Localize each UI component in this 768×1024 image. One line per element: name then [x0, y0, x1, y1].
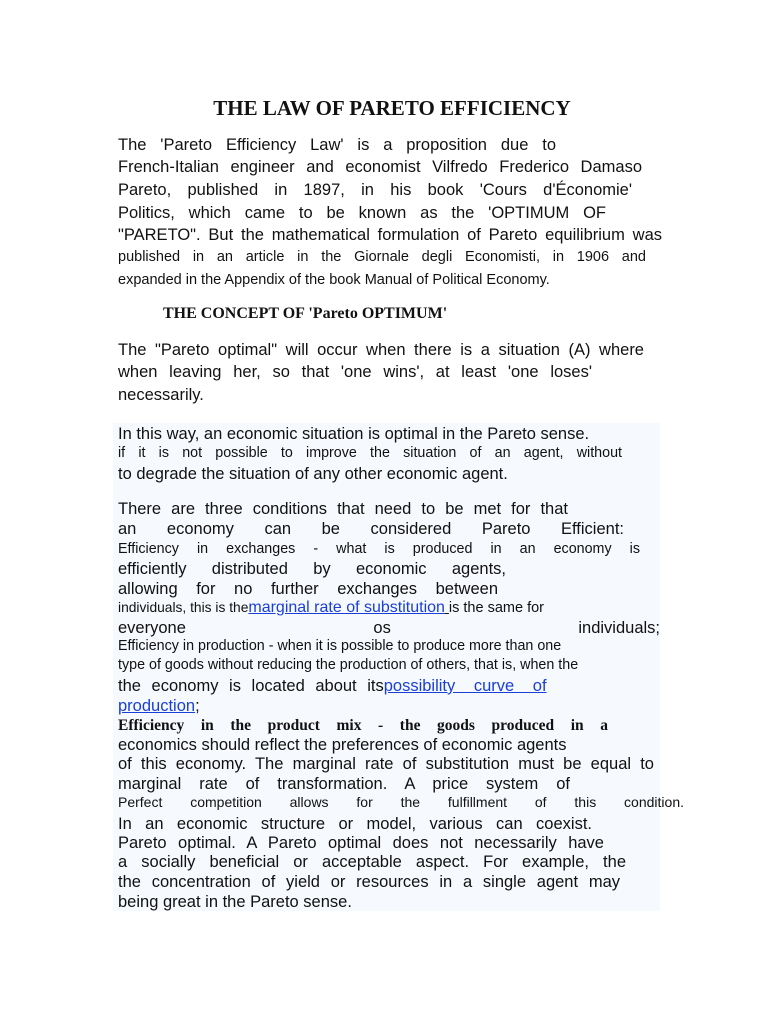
- cond-line-18: Pareto optimal. A Pareto optimal does not necessarily have: [118, 834, 604, 852]
- cond-line-11-end: ;: [195, 697, 200, 715]
- intro-line-6: published in an article in the Giornale degli Economisti, in 1906 and: [118, 249, 646, 265]
- cond-line-14: of this economy. The marginal rate of substitution must be equal to: [118, 755, 654, 773]
- cond-line-16: Perfect competition allows for the fulfillment of this condition.: [118, 794, 684, 810]
- cond-line-7: everyone os individuals;: [118, 619, 660, 637]
- cond-line-3: Efficiency in exchanges - what is produced in an economy is: [118, 541, 640, 557]
- cond-line-17: In an economic structure or model, various can coexist.: [118, 815, 592, 833]
- cond-line-1: There are three conditions that need to be met for that: [118, 500, 568, 518]
- optimal-line-2: when leaving her, so that 'one wins', at least 'one loses': [118, 363, 592, 381]
- cond-line-9: type of goods without reducing the production of others, that is, when the: [118, 657, 579, 673]
- cond-line-2: an economy can be considered Pareto Efficient:: [118, 520, 624, 538]
- cond-line-13: economics should reflect the preferences of economic agents: [118, 736, 567, 754]
- optimal-line-1: The "Pareto optimal" will occur when there is a situation (A) where: [118, 341, 644, 359]
- cond-line-21: being great in the Pareto sense.: [118, 893, 352, 911]
- cond-line-8: Efficiency in production - when it is possible to produce more than one: [118, 638, 562, 654]
- cond-line-6-end: is the same for: [448, 600, 544, 616]
- cond-line-20: the concentration of yield or resources in a single agent may: [118, 873, 620, 891]
- optimal-line-3: necessarily.: [118, 386, 204, 404]
- cond-line-10-start: the economy is located about its: [118, 677, 384, 695]
- cond-line-11: [118, 697, 660, 716]
- concept-heading: THE CONCEPT OF 'Pareto OPTIMUM': [163, 305, 448, 322]
- cond-line-4: efficiently distributed by economic agents,: [118, 560, 506, 578]
- intro-line-7: expanded in the Appendix of the book Manual of Political Economy.: [118, 272, 550, 288]
- cond-line-6: [118, 599, 658, 617]
- cond-line-6-start: individuals, this is the: [118, 600, 249, 615]
- way-line-2: if it is not possible to improve the situation of an agent, without: [118, 445, 622, 461]
- way-line-1: In this way, an economic situation is optimal in the Pareto sense.: [118, 425, 590, 443]
- intro-line-3: Pareto, published in 1897, in his book 'Cours d'Économie': [118, 181, 632, 199]
- cond-line-15: marginal rate of transformation. A price system of: [118, 775, 570, 793]
- intro-line-2: French-Italian engineer and economist Vilfredo Frederico Damaso: [118, 158, 642, 176]
- cond-line-10: [118, 677, 666, 696]
- way-line-3: to degrade the situation of any other economic agent.: [118, 465, 508, 483]
- production-link[interactable]: production: [118, 697, 196, 715]
- intro-line-4: Politics, which came to be known as the 'OPTIMUM OF: [118, 204, 606, 222]
- possibility-curve-link[interactable]: possibility curve of: [383, 677, 547, 695]
- document-title: THE LAW OF PARETO EFFICIENCY: [213, 96, 571, 120]
- marginal-rate-of-substitution-link[interactable]: marginal rate of substitution: [248, 599, 445, 616]
- cond-line-5: allowing for no further exchanges between: [118, 580, 498, 598]
- intro-line-1: The 'Pareto Efficiency Law' is a proposition due to: [118, 136, 556, 154]
- cond-line-19: a socially beneficial or acceptable aspect. For example, the: [118, 853, 626, 871]
- cond-line-12: Efficiency in the product mix - the goods produced in a: [118, 717, 608, 734]
- intro-line-5: "PARETO". But the mathematical formulation of Pareto equilibrium was: [118, 226, 662, 244]
